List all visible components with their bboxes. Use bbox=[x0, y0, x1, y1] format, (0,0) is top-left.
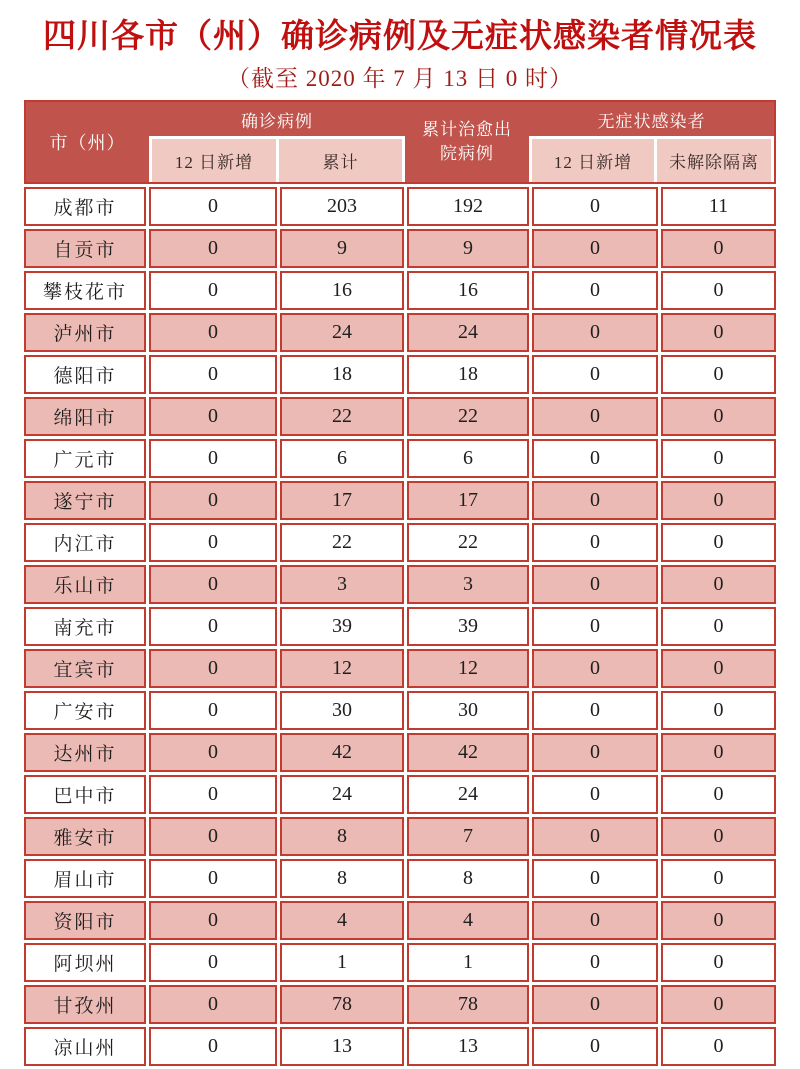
cell-asymptomatic-quarantine: 0 bbox=[661, 775, 776, 814]
cell-confirmed-new: 0 bbox=[149, 607, 277, 646]
table-row bbox=[24, 397, 776, 436]
cell-cured: 9 bbox=[407, 229, 529, 268]
table-row bbox=[24, 481, 776, 520]
cell-confirmed-new: 0 bbox=[149, 985, 277, 1024]
cell-cured: 12 bbox=[407, 649, 529, 688]
cell-confirmed-new: 0 bbox=[149, 397, 277, 436]
cell-asymptomatic-quarantine: 0 bbox=[661, 439, 776, 478]
cell-asymptomatic-new: 0 bbox=[532, 229, 658, 268]
cell-asymptomatic-new: 0 bbox=[532, 397, 658, 436]
cell-asymptomatic-new: 0 bbox=[532, 313, 658, 352]
header-group-confirmed: 确诊病例 bbox=[241, 111, 313, 131]
cell-asymptomatic-new: 0 bbox=[532, 271, 658, 310]
cell-cured: 8 bbox=[407, 859, 529, 898]
cell-asymptomatic-quarantine: 0 bbox=[661, 271, 776, 310]
cell-city: 雅安市 bbox=[24, 817, 146, 856]
cell-confirmed-new: 0 bbox=[149, 523, 277, 562]
table-row bbox=[24, 607, 776, 646]
cell-cured: 78 bbox=[407, 985, 529, 1024]
table-row bbox=[24, 859, 776, 898]
cell-cured: 3 bbox=[407, 565, 529, 604]
cell-city: 凉山州 bbox=[24, 1027, 146, 1066]
cell-asymptomatic-new: 0 bbox=[532, 481, 658, 520]
cell-city: 广安市 bbox=[24, 691, 146, 730]
cell-confirmed-new: 0 bbox=[149, 817, 277, 856]
cell-confirmed-new: 0 bbox=[149, 943, 277, 982]
cell-asymptomatic-new: 0 bbox=[532, 649, 658, 688]
cell-city: 德阳市 bbox=[24, 355, 146, 394]
cell-asymptomatic-new: 0 bbox=[532, 859, 658, 898]
cell-cured: 39 bbox=[407, 607, 529, 646]
cell-city: 眉山市 bbox=[24, 859, 146, 898]
cell-confirmed-total: 3 bbox=[280, 565, 404, 604]
cell-asymptomatic-quarantine: 0 bbox=[661, 901, 776, 940]
cell-confirmed-total: 203 bbox=[280, 187, 404, 226]
cell-confirmed-total: 22 bbox=[280, 523, 404, 562]
cell-confirmed-new: 0 bbox=[149, 859, 277, 898]
cell-confirmed-new: 0 bbox=[149, 313, 277, 352]
cell-asymptomatic-new: 0 bbox=[532, 439, 658, 478]
cell-cured: 6 bbox=[407, 439, 529, 478]
cell-city: 甘孜州 bbox=[24, 985, 146, 1024]
cell-city: 巴中市 bbox=[24, 775, 146, 814]
cell-confirmed-total: 8 bbox=[280, 817, 404, 856]
cell-cured: 42 bbox=[407, 733, 529, 772]
cell-confirmed-new: 0 bbox=[149, 439, 277, 478]
cell-asymptomatic-new: 0 bbox=[532, 565, 658, 604]
cell-confirmed-new: 0 bbox=[149, 733, 277, 772]
cell-confirmed-total: 4 bbox=[280, 901, 404, 940]
cell-asymptomatic-new: 0 bbox=[532, 691, 658, 730]
cell-cured: 192 bbox=[407, 187, 529, 226]
cell-confirmed-total: 78 bbox=[280, 985, 404, 1024]
header-cell-city: 市（州） bbox=[49, 133, 126, 153]
cell-cured: 7 bbox=[407, 817, 529, 856]
table-body bbox=[24, 187, 776, 1066]
cell-city: 泸州市 bbox=[24, 313, 146, 352]
table-row bbox=[24, 565, 776, 604]
cell-confirmed-new: 0 bbox=[149, 691, 277, 730]
cell-confirmed-new: 0 bbox=[149, 775, 277, 814]
cell-cured: 22 bbox=[407, 397, 529, 436]
cell-asymptomatic-quarantine: 0 bbox=[661, 397, 776, 436]
table-row bbox=[24, 901, 776, 940]
table-row bbox=[24, 985, 776, 1024]
header-cell-cured-label: 累计治愈出院病例 bbox=[422, 120, 512, 163]
cell-confirmed-total: 42 bbox=[280, 733, 404, 772]
cell-asymptomatic-quarantine: 0 bbox=[661, 817, 776, 856]
header-cell-cured bbox=[405, 102, 529, 182]
table-row bbox=[24, 649, 776, 688]
data-table bbox=[24, 100, 776, 1066]
cell-city: 绵阳市 bbox=[24, 397, 146, 436]
cell-confirmed-new: 0 bbox=[149, 481, 277, 520]
cell-asymptomatic-new: 0 bbox=[532, 1027, 658, 1066]
cell-asymptomatic-quarantine: 0 bbox=[661, 481, 776, 520]
cell-confirmed-new: 0 bbox=[149, 565, 277, 604]
cell-confirmed-total: 39 bbox=[280, 607, 404, 646]
cell-asymptomatic-new: 0 bbox=[532, 985, 658, 1024]
cell-city: 达州市 bbox=[24, 733, 146, 772]
table-row bbox=[24, 817, 776, 856]
header-cell-asymptomatic-new: 12 日新增 bbox=[529, 136, 657, 182]
cell-confirmed-total: 22 bbox=[280, 397, 404, 436]
cell-confirmed-total: 24 bbox=[280, 775, 404, 814]
table-row bbox=[24, 691, 776, 730]
cell-confirmed-new: 0 bbox=[149, 271, 277, 310]
cell-asymptomatic-quarantine: 0 bbox=[661, 943, 776, 982]
cell-asymptomatic-quarantine: 0 bbox=[661, 649, 776, 688]
cell-asymptomatic-new: 0 bbox=[532, 523, 658, 562]
cell-confirmed-total: 1 bbox=[280, 943, 404, 982]
cell-asymptomatic-quarantine: 0 bbox=[661, 313, 776, 352]
cell-city: 遂宁市 bbox=[24, 481, 146, 520]
table-row bbox=[24, 355, 776, 394]
cell-cured: 16 bbox=[407, 271, 529, 310]
cell-city: 资阳市 bbox=[24, 901, 146, 940]
cell-asymptomatic-quarantine: 0 bbox=[661, 607, 776, 646]
cell-asymptomatic-quarantine: 0 bbox=[661, 229, 776, 268]
cell-cured: 30 bbox=[407, 691, 529, 730]
cell-confirmed-total: 12 bbox=[280, 649, 404, 688]
cell-confirmed-total: 8 bbox=[280, 859, 404, 898]
cell-city: 内江市 bbox=[24, 523, 146, 562]
cell-city: 攀枝花市 bbox=[24, 271, 146, 310]
cell-confirmed-total: 24 bbox=[280, 313, 404, 352]
cell-asymptomatic-quarantine: 0 bbox=[661, 565, 776, 604]
cell-confirmed-total: 18 bbox=[280, 355, 404, 394]
table-row bbox=[24, 1027, 776, 1066]
cell-city: 南充市 bbox=[24, 607, 146, 646]
cell-asymptomatic-new: 0 bbox=[532, 187, 658, 226]
table-row bbox=[24, 943, 776, 982]
cell-confirmed-total: 9 bbox=[280, 229, 404, 268]
cell-cured: 22 bbox=[407, 523, 529, 562]
cell-confirmed-new: 0 bbox=[149, 229, 277, 268]
cell-confirmed-total: 6 bbox=[280, 439, 404, 478]
cell-cured: 4 bbox=[407, 901, 529, 940]
cell-asymptomatic-quarantine: 11 bbox=[661, 187, 776, 226]
header-group-asymptomatic: 无症状感染者 bbox=[597, 111, 706, 131]
cell-asymptomatic-quarantine: 0 bbox=[661, 1027, 776, 1066]
cell-confirmed-new: 0 bbox=[149, 355, 277, 394]
cell-cured: 1 bbox=[407, 943, 529, 982]
table-row bbox=[24, 229, 776, 268]
table-row bbox=[24, 313, 776, 352]
cell-asymptomatic-new: 0 bbox=[532, 355, 658, 394]
table-row bbox=[24, 775, 776, 814]
page-title: 四川各市（州）确诊病例及无症状感染者情况表 bbox=[43, 17, 757, 54]
cell-asymptomatic-quarantine: 0 bbox=[661, 859, 776, 898]
cell-city: 宜宾市 bbox=[24, 649, 146, 688]
cell-city: 阿坝州 bbox=[24, 943, 146, 982]
table-header bbox=[24, 100, 776, 184]
cell-confirmed-total: 30 bbox=[280, 691, 404, 730]
cell-confirmed-new: 0 bbox=[149, 1027, 277, 1066]
header-cell-confirmed-total: 累计 bbox=[279, 136, 405, 182]
cell-cured: 24 bbox=[407, 313, 529, 352]
cell-asymptomatic-new: 0 bbox=[532, 733, 658, 772]
cell-asymptomatic-new: 0 bbox=[532, 817, 658, 856]
cell-asymptomatic-quarantine: 0 bbox=[661, 733, 776, 772]
cell-asymptomatic-new: 0 bbox=[532, 901, 658, 940]
header-cell-asymptomatic-quarantine: 未解除隔离 bbox=[657, 136, 774, 182]
cell-city: 广元市 bbox=[24, 439, 146, 478]
cell-asymptomatic-quarantine: 0 bbox=[661, 985, 776, 1024]
cell-cured: 17 bbox=[407, 481, 529, 520]
table-row bbox=[24, 271, 776, 310]
cell-asymptomatic-quarantine: 0 bbox=[661, 355, 776, 394]
table-row bbox=[24, 187, 776, 226]
cell-confirmed-new: 0 bbox=[149, 901, 277, 940]
cell-city: 成都市 bbox=[24, 187, 146, 226]
cell-confirmed-total: 16 bbox=[280, 271, 404, 310]
cell-confirmed-new: 0 bbox=[149, 187, 277, 226]
cell-asymptomatic-quarantine: 0 bbox=[661, 691, 776, 730]
cell-asymptomatic-new: 0 bbox=[532, 943, 658, 982]
table-row bbox=[24, 523, 776, 562]
cell-city: 乐山市 bbox=[24, 565, 146, 604]
header-cell-confirmed-new: 12 日新增 bbox=[149, 136, 279, 182]
cell-asymptomatic-new: 0 bbox=[532, 607, 658, 646]
cell-confirmed-new: 0 bbox=[149, 649, 277, 688]
cell-confirmed-total: 17 bbox=[280, 481, 404, 520]
cell-cured: 24 bbox=[407, 775, 529, 814]
table-row bbox=[24, 733, 776, 772]
page-subtitle: （截至 2020 年 7 月 13 日 0 时） bbox=[227, 66, 573, 91]
cell-asymptomatic-quarantine: 0 bbox=[661, 523, 776, 562]
cell-cured: 18 bbox=[407, 355, 529, 394]
cell-city: 自贡市 bbox=[24, 229, 146, 268]
cell-asymptomatic-new: 0 bbox=[532, 775, 658, 814]
cell-confirmed-total: 13 bbox=[280, 1027, 404, 1066]
table-row bbox=[24, 439, 776, 478]
cell-cured: 13 bbox=[407, 1027, 529, 1066]
